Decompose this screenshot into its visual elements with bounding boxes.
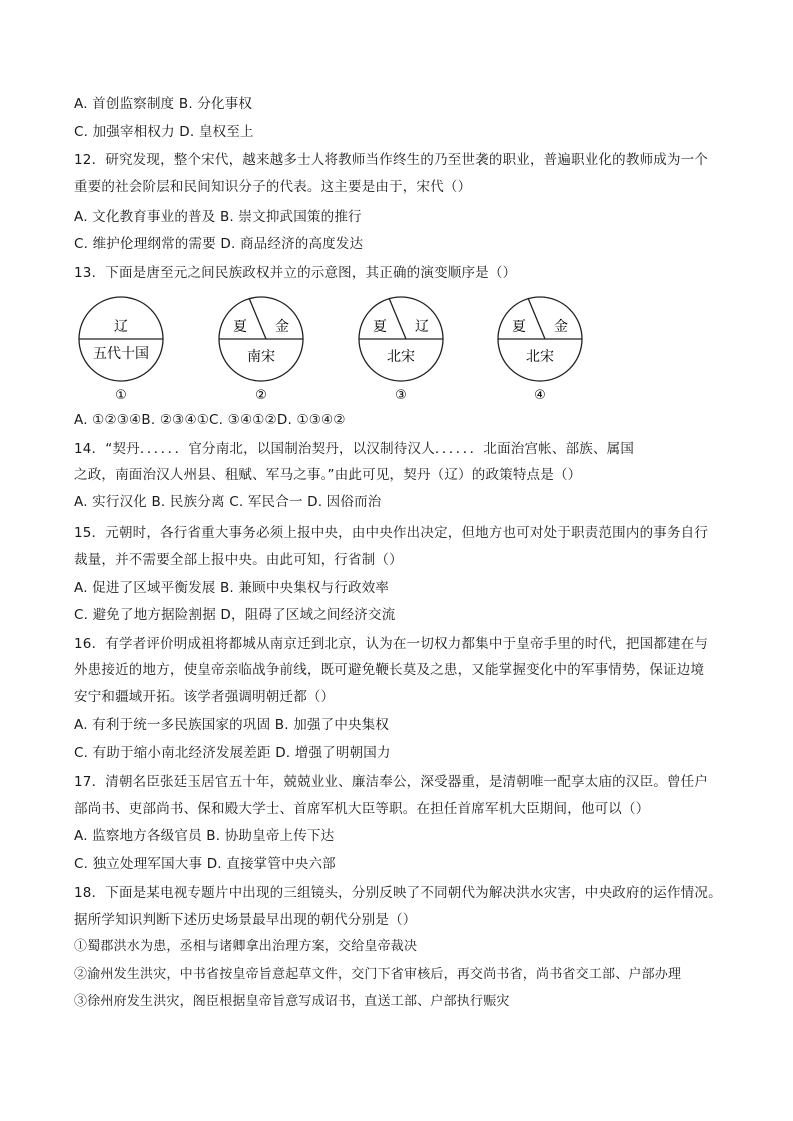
q18-stem-2: 据所学知识判断下述历史场景最早出现的朝代分别是（）: [74, 912, 417, 928]
q11-options-ab: A. 首创监察制度 B. 分化事权: [74, 96, 253, 112]
q14-stem-2: 之政，南面治汉人州县、租赋、军马之事。”由此可见，契丹（辽）的政策特点是（）: [74, 467, 582, 483]
q15-stem-2: 裁量，并不需要全部上报中央。由此可知，行省制（）: [74, 552, 403, 568]
q15-options-ab: A. 促进了区域平衡发展 B. 兼顾中央集权与行政效率: [74, 580, 390, 596]
circle-2-right-label: 金: [275, 319, 289, 335]
circle-4-caption: ④: [534, 388, 546, 403]
q14-options: A. 实行汉化 B. 民族分离 C. 军民合一 D. 因俗而治: [74, 494, 382, 510]
circle-3-left-label: 夏: [373, 319, 387, 335]
circle-2-caption: ②: [255, 388, 267, 403]
circle-1-caption: ①: [115, 388, 127, 403]
q16-stem-2: 外患接近的地方，使皇帝亲临战争前线，既可避免鞭长莫及之患，又能掌握变化中的军事情势，保证边境: [74, 662, 705, 678]
circle-4-left-label: 夏: [512, 319, 526, 335]
q16-options-ab: A. 有利于统一多民族国家的巩固 B. 加强了中央集权: [74, 717, 390, 733]
circle-1-top-label: 辽: [114, 319, 128, 335]
q12-stem-2: 重要的社会阶层和民间知识分子的代表。这主要是由于，宋代（）: [74, 179, 472, 195]
q18-stem-1: 18．下面是某电视专题片中出现的三组镜头，分别反映了不同朝代为解决洪水灾害，中央政府的运作情况。: [74, 885, 722, 901]
diagram-circle-1: [79, 297, 163, 403]
q17-options-cd: C. 独立处理军国大事 D. 直接掌管中央六部: [74, 856, 336, 872]
diagram-circle-4: [498, 297, 582, 403]
q16-stem-1: 16．有学者评价明成祖将都城从南京迁到北京，认为在一切权力都集中于皇帝手里的时代，把国都建在与: [74, 636, 709, 652]
q12-stem-1: 12．研究发现，整个宋代，越来越多士人将教师当作终生的乃至世袭的职业，普遍职业化的教师成为一个: [74, 152, 709, 168]
q17-stem-2: 部尚书、吏部尚书、保和殿大学士、首席军机大臣等职。在担任首席军机大臣期间，他可以（）: [74, 801, 650, 817]
q12-options-ab: A. 文化教育事业的普及 B. 崇文抑武国策的推行: [74, 209, 362, 225]
q13-stem: 13．下面是唐至元之间民族政权并立的示意图，其正确的演变顺序是（）: [74, 265, 517, 281]
regime-diagram: [74, 289, 594, 404]
q17-options-ab: A. 监察地方各级官员 B. 协助皇帝上传下达: [74, 828, 335, 844]
circle-3-right-label: 辽: [415, 319, 429, 335]
q12-options-cd: C. 维护伦理纲常的需要 D. 商品经济的高度发达: [74, 236, 364, 252]
circle-3-caption: ③: [395, 388, 407, 403]
q14-stem-1: 14．“契丹．．．．．．官分南北，以国制治契丹，以汉制待汉人．．．．．．北面治宫帐、部族、属国: [74, 441, 635, 457]
q16-options-cd: C. 有助于缩小南北经济发展差距 D. 增强了明朝国力: [74, 745, 391, 761]
q18-scene-1: ①蜀郡洪水为患，丞相与诸卿拿出治理方案，交给皇帝裁决: [74, 939, 418, 954]
q15-stem-1: 15．元朝时，各行省重大事务必须上报中央，由中央作出决定，但地方也可对处于职责范围内的事务自行: [74, 525, 709, 541]
circle-2-left-label: 夏: [233, 319, 247, 335]
circle-1-bottom-label: 五代十国: [93, 346, 149, 362]
q18-scene-3: ③徐州府发生洪灾，阁臣根据皇帝旨意写成诏书，直送工部、户部执行赈灾: [74, 994, 510, 1009]
q16-stem-3: 安宁和疆域开拓。该学者强调明朝迁都（）: [74, 689, 335, 705]
q11-options-cd: C. 加强宰相权力 D. 皇权至上: [74, 124, 254, 140]
q17-stem-1: 17．清朝名臣张廷玉居官五十年，兢兢业业、廉洁奉公，深受器重，是清朝唯一配享太庙的汉臣。曾任户: [74, 774, 709, 790]
q15-options-cd: C. 避免了地方据险割据 D，阻碍了区域之间经济交流: [74, 607, 396, 623]
circle-2-bottom-label: 南宋: [247, 349, 275, 365]
circle-4-bottom-label: 北宋: [526, 349, 554, 365]
q13-options: A. ①②③④B. ②③④①C. ③④①②D. ①③④②: [74, 412, 346, 428]
diagram-circle-2: [219, 297, 303, 403]
circle-4-right-label: 金: [554, 319, 568, 335]
q18-scene-2: ②渝州发生洪灾，中书省按皇帝旨意起草文件，交门下省审核后，再交尚书省，尚书省交工部、户部办理: [74, 967, 682, 982]
diagram-circle-3: [359, 297, 443, 403]
circle-3-bottom-label: 北宋: [387, 349, 415, 365]
